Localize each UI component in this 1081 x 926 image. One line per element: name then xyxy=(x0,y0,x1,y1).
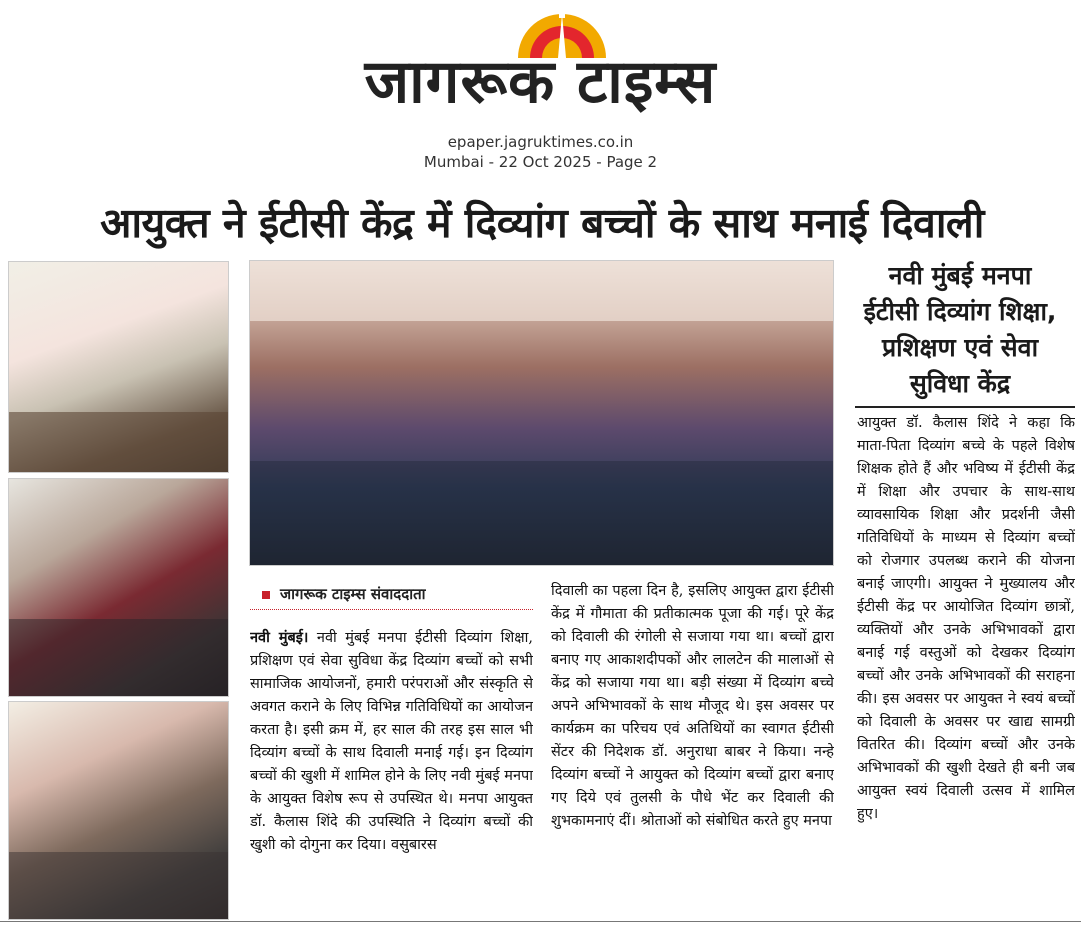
photo-group xyxy=(249,260,834,566)
article-column-1: नवी मुंबई। नवी मुंबई मनपा ईटीसी दिव्यांग शिक्षा, प्रशिक्षण एवं सेवा सुविधा केंद्र दिव्यांग बच्चों को सभी सामाजिक आयोजनों, हमारी परंपराओं और संस्कृति से अवगत कराने के लिए विभिन्न गतिविधियों का आयोजन करता है। इसी क्रम में, हर साल की तरह इस साल भी दिव्यांग बच्चों के साथ दिवाली मनाई गई। इन दिव्यांग बच्चों की खुशी में शामिल होने के लिए नवी मुंबई मनपा के आयुक्त विशेष रूप से उपस्थित थे। मनपा आयुक्त डॉ. कैलास शिंदे की उपस्थिति ने दिव्यांग बच्चों की खुशी को दोगुना कर दिया। वसुबारस xyxy=(250,630,533,853)
dateline: नवी मुंबई। xyxy=(250,630,309,646)
sub-headline: नवी मुंबई मनपा ईटीसी दिव्यांग शिक्षा, प्रशिक्षण एवं सेवा सुविधा केंद्र xyxy=(863,261,1057,398)
article-column-3: आयुक्त डॉ. कैलास शिंदे ने कहा कि माता-पिता दिव्यांग बच्चे के पहले विशेष शिक्षक होते हैं और भविष्य में ईटीसी केंद्र में शिक्षा और उपचार के साथ-साथ व्यावसायिक शिक्षा और प्रदर्शनी जैसी गतिविधियों के माध्यम से दिव्यांग बच्चों को रोजगार उपलब्ध कराने की योजना बनाई जाएगी। आयुक्त ने मुख्यालय और ईटीसी केंद्र पर आयोजित दिव्यांग छात्रों, व्यक्तियों और उनके अभिभावकों द्वारा बनाई गई वस्तुओं को देखकर दिव्यांग बच्चों और उनके अभिभावकों की सराहना की। इस अवसर पर आयुक्त ने स्वयं बच्चों को दिवाली के अवसर पर खाद्य सामग्री वितरित की। दिव्यांग बच्चों और उनके अभिभावकों की खुशी देखते ही बनी जब आयुक्त स्वयं दिवाली उत्सव में शामिल हुए। xyxy=(857,415,1075,822)
masthead-title: जागरूक टाइम्स xyxy=(364,47,717,117)
page-bottom-rule xyxy=(0,921,1081,922)
masthead xyxy=(0,0,1081,180)
byline: जागरूक टाइम्स संवाददाता xyxy=(262,584,426,604)
photo-commissioner-child xyxy=(8,701,229,920)
byline-divider xyxy=(250,609,533,610)
article-headline: आयुक्त ने ईटीसी केंद्र में दिव्यांग बच्चों के साथ मनाई दिवाली xyxy=(100,199,984,247)
edition-date: Mumbai - 22 Oct 2025 - Page 2 xyxy=(423,153,658,171)
sub-headline-rule xyxy=(855,406,1075,408)
site-url: epaper.jagruktimes.co.in xyxy=(447,133,634,151)
photo-commissioner-plant xyxy=(8,261,229,473)
photo-child-gift xyxy=(8,478,229,697)
article-column-2: दिवाली का पहला दिन है, इसलिए आयुक्त द्वारा ईटीसी केंद्र में गौमाता की प्रतीकात्मक पूजा की गई। पूरे केंद्र को दिवाली की रंगोली से सजाया गया था। बच्चों द्वारा बनाए गए आकाशदीपकों और लालटेन की मालाओं से केंद्र को सजाया गया था। बड़ी संख्या में दिव्यांग बच्चे अपने अभिभावकों के साथ मौजूद थे। इस अवसर पर कार्यक्रम का परिचय एवं अतिथियों का स्वागत ईटीसी सेंटर की निदेशक डॉ. अनुराधा बाबर ने किया। नन्हे दिव्यांग बच्चों ने आयुक्त को दिव्यांग बच्चों द्वारा बनाए गए दिये एवं तुलसी के पौधे भेंट कर दिवाली की शुभकामनाएं दीं। श्रोताओं को संबोधित करते हुए मनपा xyxy=(551,583,834,829)
edition-meta xyxy=(0,132,1081,172)
byline-square-icon xyxy=(262,591,270,599)
